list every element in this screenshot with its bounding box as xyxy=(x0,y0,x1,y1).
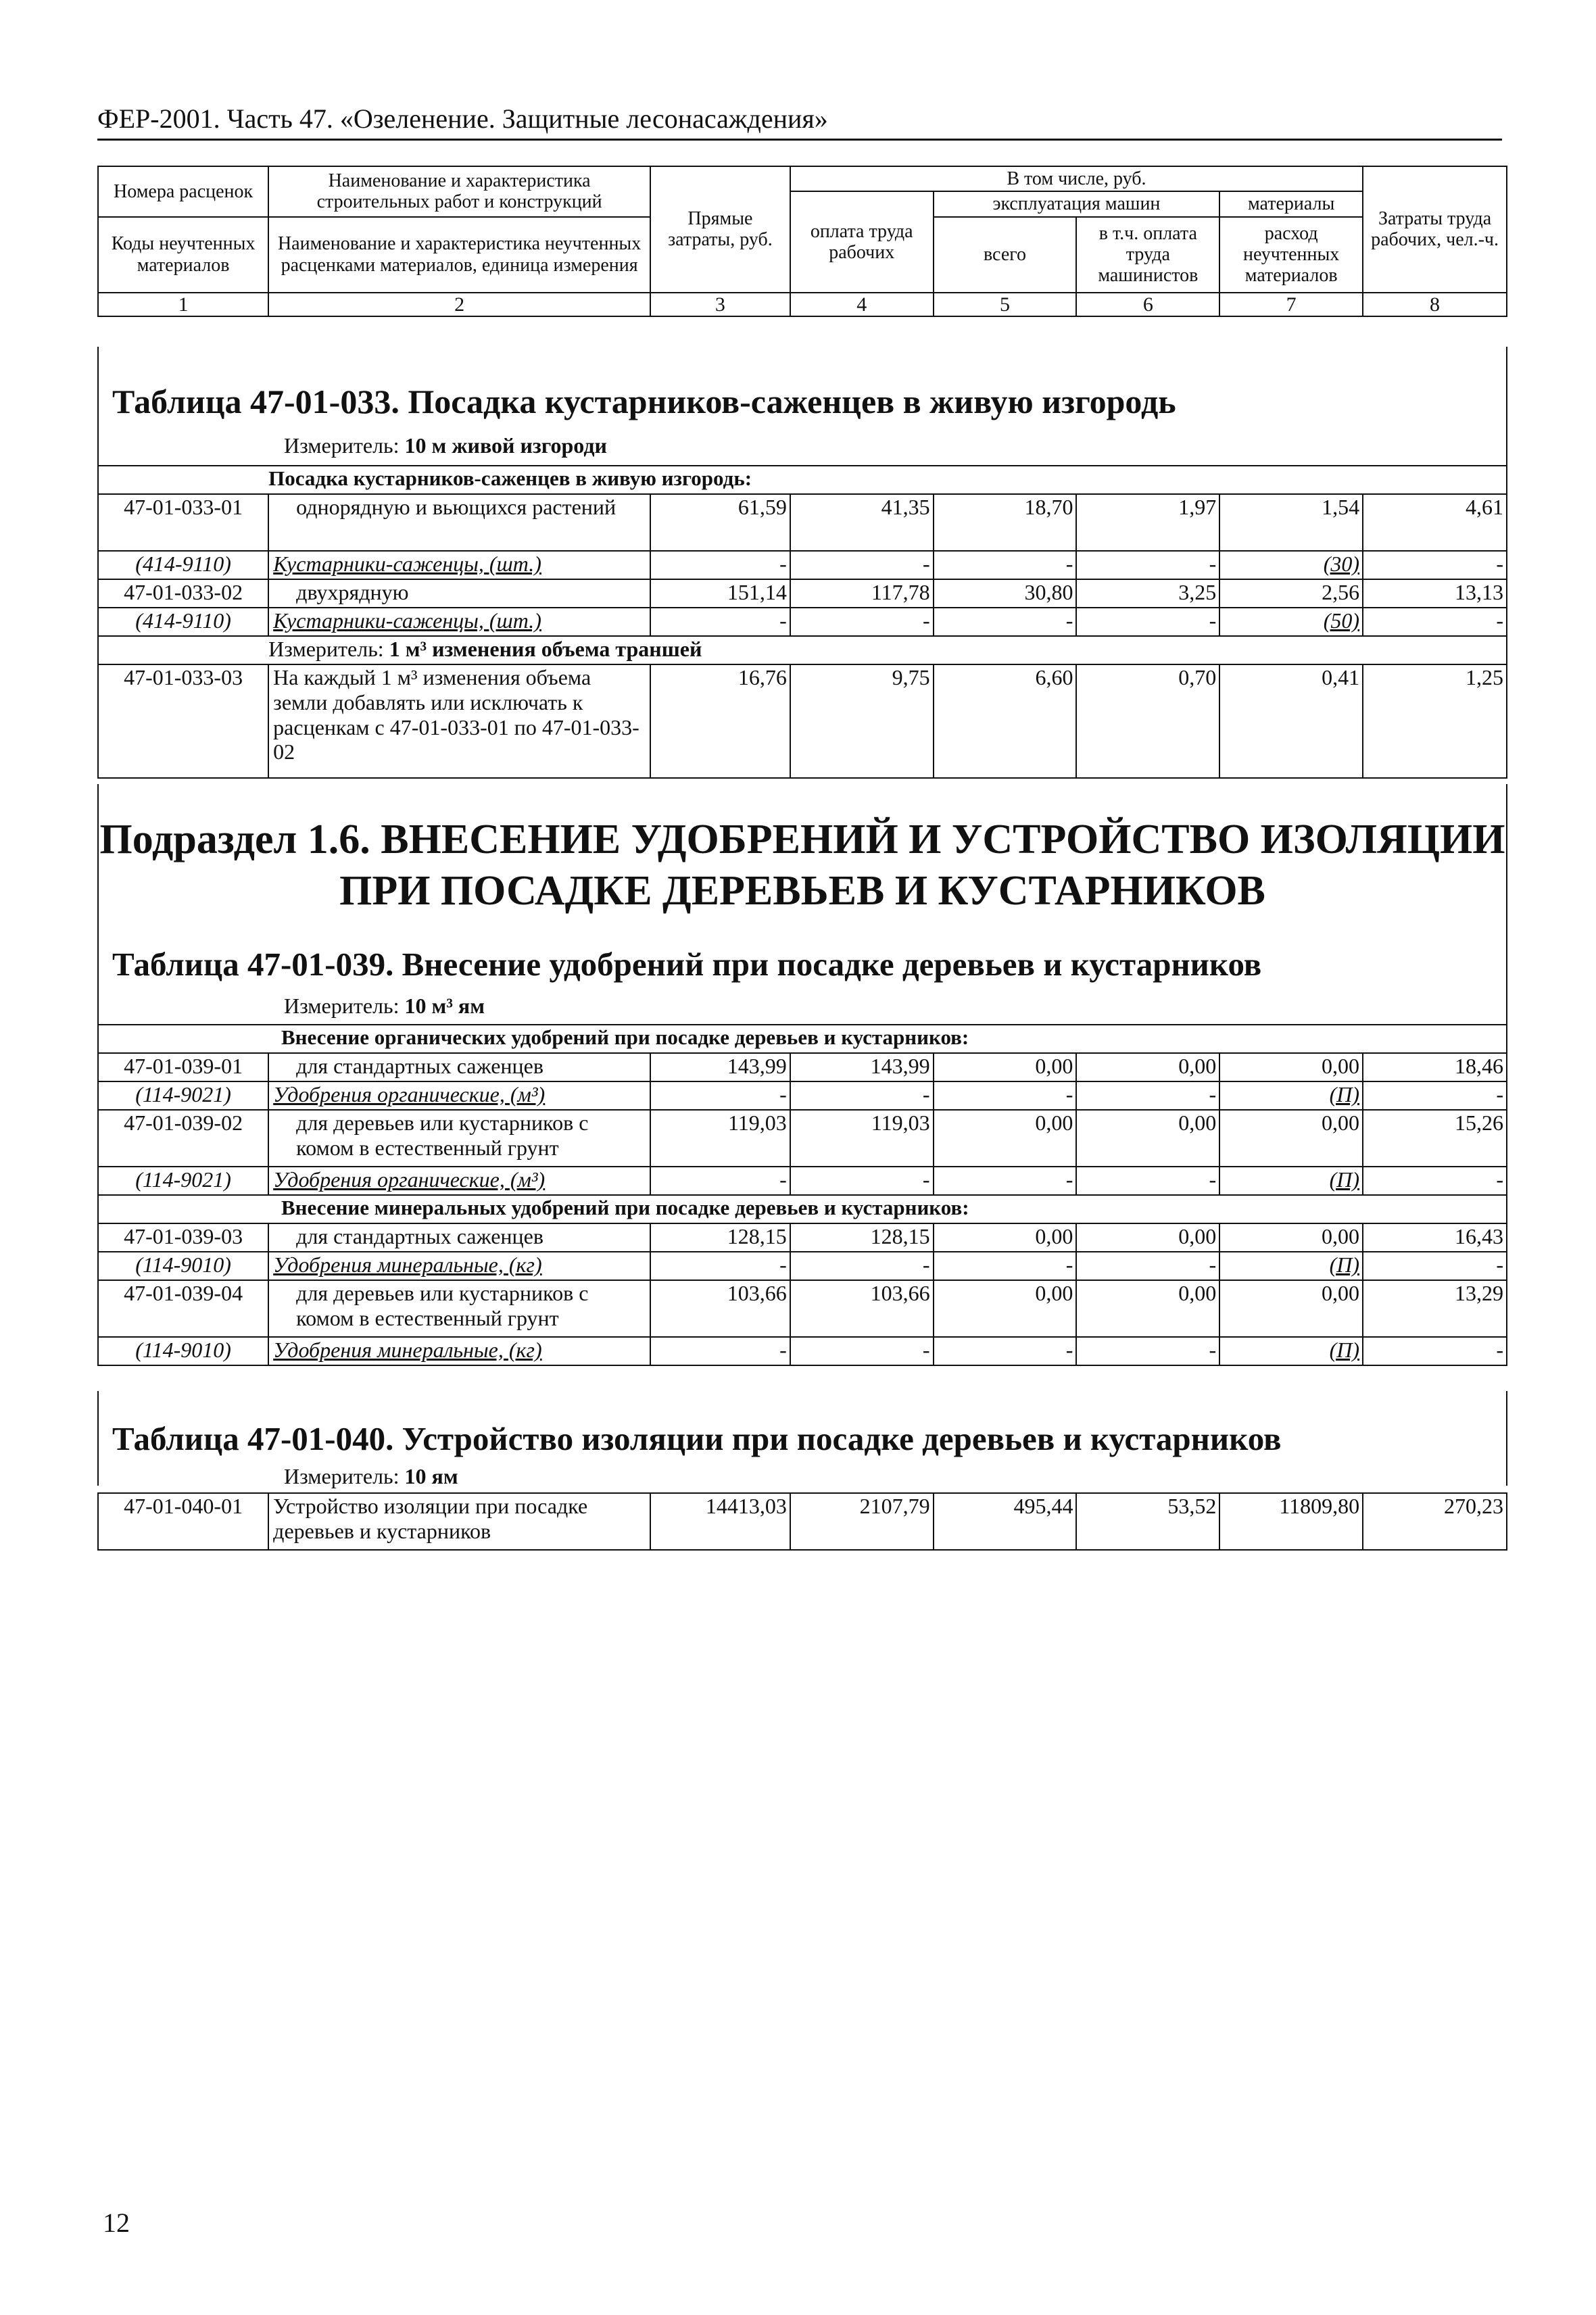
direct-costs: 61,59 xyxy=(650,494,790,551)
material-code: (414-9110) xyxy=(98,551,268,579)
labor-cost: 4,61 xyxy=(1363,494,1507,551)
material-name: Кустарники-саженцы, (шт.) xyxy=(268,608,650,636)
material-name: Удобрения органические, (м³) xyxy=(268,1081,650,1110)
table3-title: Таблица 47-01-040. Устройство изоляции при посадке деревьев и кустарников xyxy=(112,1420,1282,1457)
table1 xyxy=(97,465,1507,779)
materials: 1,54 xyxy=(1219,494,1363,551)
material-value: - xyxy=(1363,551,1507,579)
running-header: ФЕР-2001. Часть 47. «Озеленение. Защитные лесонасаждения» xyxy=(97,103,828,134)
column-header-table xyxy=(97,166,1507,317)
direct-costs: 128,15 xyxy=(650,1223,790,1252)
table2-group-organic: Внесение органических удобрений при посадке деревьев и кустарников: xyxy=(98,1025,1507,1053)
col-number: 2 xyxy=(268,293,650,317)
rate-code: 47-01-033-01 xyxy=(98,494,268,551)
meter-value: 10 ям xyxy=(404,1464,458,1488)
table1-group: Посадка кустарников-саженцев в живую изгородь: xyxy=(268,466,1507,494)
direct-costs: 151,14 xyxy=(650,579,790,608)
material-value: - xyxy=(934,1167,1077,1195)
header-machines: эксплуатация машин xyxy=(934,191,1220,216)
materials: 0,00 xyxy=(1219,1053,1363,1081)
material-value: - xyxy=(790,1337,934,1365)
meter-label: Измеритель: xyxy=(284,433,400,458)
direct-costs: 14413,03 xyxy=(650,1493,790,1550)
materials: 0,00 xyxy=(1219,1223,1363,1252)
material-value: - xyxy=(650,608,790,636)
header-rate-numbers: Номера расценок xyxy=(98,166,268,217)
rate-name: для стандартных саженцев xyxy=(268,1053,650,1081)
direct-costs: 143,99 xyxy=(650,1053,790,1081)
header-material-consumption: расход неучтенных материалов xyxy=(1219,217,1363,293)
material-value: - xyxy=(650,1081,790,1110)
rate-name: для стандартных саженцев xyxy=(268,1223,650,1252)
col-number: 6 xyxy=(1076,293,1219,317)
header-machinist-pay: в т.ч. оплата труда машинистов xyxy=(1076,217,1219,293)
material-value: - xyxy=(934,1081,1077,1110)
table1-meter xyxy=(284,433,607,458)
material-code: (114-9021) xyxy=(98,1167,268,1195)
header-labor-pay: оплата труда рабочих xyxy=(790,191,934,292)
header-material-names: Наименование и характеристика неучтенных расценками материалов, единица измерения xyxy=(268,217,650,293)
direct-costs: 103,66 xyxy=(650,1280,790,1337)
col-number: 3 xyxy=(650,293,790,317)
table1-meter2 xyxy=(268,636,1507,664)
material-value: - xyxy=(1363,1081,1507,1110)
material-code: (414-9110) xyxy=(98,608,268,636)
machinist-pay: 3,25 xyxy=(1076,579,1219,608)
material-value: - xyxy=(790,608,934,636)
rate-code: 47-01-039-01 xyxy=(98,1053,268,1081)
machinist-pay: 0,70 xyxy=(1076,664,1219,778)
rate-code: 47-01-039-04 xyxy=(98,1280,268,1337)
machines-total: 495,44 xyxy=(934,1493,1077,1550)
machinist-pay: 0,00 xyxy=(1076,1280,1219,1337)
material-value: - xyxy=(790,1167,934,1195)
material-value: - xyxy=(790,1081,934,1110)
meter-value: 1 м³ изменения объема траншей xyxy=(389,637,702,661)
material-value: - xyxy=(1076,1337,1219,1365)
meter-label: Измеритель: xyxy=(284,994,400,1018)
labor-cost: 13,13 xyxy=(1363,579,1507,608)
materials: 2,56 xyxy=(1219,579,1363,608)
labor-cost: 18,46 xyxy=(1363,1053,1507,1081)
materials: 11809,80 xyxy=(1219,1493,1363,1550)
header-including: В том числе, руб. xyxy=(790,166,1363,191)
labor-cost: 13,29 xyxy=(1363,1280,1507,1337)
material-name: Удобрения минеральные, (кг) xyxy=(268,1252,650,1280)
header-materials: материалы xyxy=(1219,191,1363,216)
machines-total: 0,00 xyxy=(934,1280,1077,1337)
material-name: Удобрения минеральные, (кг) xyxy=(268,1337,650,1365)
material-name: Кустарники-саженцы, (шт.) xyxy=(268,551,650,579)
page-number: 12 xyxy=(103,2208,130,2238)
material-code: (114-9010) xyxy=(98,1337,268,1365)
material-value: - xyxy=(934,551,1077,579)
machinist-pay: 53,52 xyxy=(1076,1493,1219,1550)
col-number: 5 xyxy=(934,293,1077,317)
material-value: - xyxy=(1076,1081,1219,1110)
labor-pay: 9,75 xyxy=(790,664,934,778)
material-value: - xyxy=(934,1337,1077,1365)
meter-label: Измеритель: xyxy=(268,637,384,661)
material-value: - xyxy=(790,551,934,579)
rate-name: однорядную и вьющихся растений xyxy=(268,494,650,551)
meter-value: 10 м³ ям xyxy=(404,994,485,1018)
labor-cost: 15,26 xyxy=(1363,1110,1507,1167)
table2 xyxy=(97,1024,1507,1366)
material-consumption: (30) xyxy=(1219,551,1363,579)
labor-pay: 2107,79 xyxy=(790,1493,934,1550)
material-code: (114-9010) xyxy=(98,1252,268,1280)
material-consumption: (П) xyxy=(1219,1167,1363,1195)
material-value: - xyxy=(1076,608,1219,636)
header-work-name: Наименование и характеристика строительных работ и конструкций xyxy=(268,166,650,217)
col-number: 1 xyxy=(98,293,268,317)
labor-cost: 1,25 xyxy=(1363,664,1507,778)
material-consumption: (П) xyxy=(1219,1252,1363,1280)
header-labor-cost: Затраты труда рабочих, чел.-ч. xyxy=(1363,166,1507,293)
rate-code: 47-01-039-03 xyxy=(98,1223,268,1252)
direct-costs: 16,76 xyxy=(650,664,790,778)
material-value: - xyxy=(934,1252,1077,1280)
labor-pay: 128,15 xyxy=(790,1223,934,1252)
table3 xyxy=(97,1492,1507,1551)
materials: 0,00 xyxy=(1219,1110,1363,1167)
labor-pay: 117,78 xyxy=(790,579,934,608)
direct-costs: 119,03 xyxy=(650,1110,790,1167)
subsection-line: Подраздел 1.6. ВНЕСЕНИЕ УДОБРЕНИЙ И УСТРОЙСТВО ИЗОЛЯЦИИ xyxy=(99,817,1505,862)
labor-pay: 119,03 xyxy=(790,1110,934,1167)
material-value: - xyxy=(1363,608,1507,636)
table3-meter xyxy=(284,1464,458,1489)
col-number: 7 xyxy=(1219,293,1363,317)
material-consumption: (50) xyxy=(1219,608,1363,636)
rate-name: для деревьев или кустарников с комом в естественный грунт xyxy=(268,1280,650,1337)
subsection-heading xyxy=(97,814,1507,917)
header-material-codes: Коды неучтенных материалов xyxy=(98,217,268,293)
subsection-line: ПРИ ПОСАДКЕ ДЕРЕВЬЕВ И КУСТАРНИКОВ xyxy=(339,867,1265,914)
labor-cost: 270,23 xyxy=(1363,1493,1507,1550)
machinist-pay: 0,00 xyxy=(1076,1110,1219,1167)
machines-total: 6,60 xyxy=(934,664,1077,778)
material-value: - xyxy=(650,1167,790,1195)
materials: 0,41 xyxy=(1219,664,1363,778)
meter-value: 10 м живой изгороди xyxy=(404,433,607,458)
machinist-pay: 1,97 xyxy=(1076,494,1219,551)
material-value: - xyxy=(1076,1252,1219,1280)
material-value: - xyxy=(790,1252,934,1280)
header-rule xyxy=(97,139,1502,141)
material-consumption: (П) xyxy=(1219,1337,1363,1365)
table1-title: Таблица 47-01-033. Посадка кустарников-саженцев в живую изгородь xyxy=(112,383,1176,420)
machines-total: 18,70 xyxy=(934,494,1077,551)
machines-total: 0,00 xyxy=(934,1053,1077,1081)
col-number: 8 xyxy=(1363,293,1507,317)
material-value: - xyxy=(1363,1252,1507,1280)
rate-code: 47-01-033-02 xyxy=(98,579,268,608)
labor-cost: 16,43 xyxy=(1363,1223,1507,1252)
table2-group-mineral: Внесение минеральных удобрений при посадке деревьев и кустарников: xyxy=(98,1195,1507,1223)
machinist-pay: 0,00 xyxy=(1076,1223,1219,1252)
material-consumption: (П) xyxy=(1219,1081,1363,1110)
material-value: - xyxy=(1076,1167,1219,1195)
labor-pay: 143,99 xyxy=(790,1053,934,1081)
table2-meter xyxy=(284,994,485,1019)
material-value: - xyxy=(650,1252,790,1280)
rate-code: 47-01-039-02 xyxy=(98,1110,268,1167)
meter-label: Измеритель: xyxy=(284,1464,400,1488)
labor-pay: 41,35 xyxy=(790,494,934,551)
machinist-pay: 0,00 xyxy=(1076,1053,1219,1081)
rate-name: На каждый 1 м³ изменения объема земли добавлять или исключать к расценкам с 47-01-033-01 по 47-01-033-02 xyxy=(268,664,650,778)
rate-name: Устройство изоляции при посадке деревьев и кустарников xyxy=(268,1493,650,1550)
labor-pay: 103,66 xyxy=(790,1280,934,1337)
header-direct-costs: Прямые затраты, руб. xyxy=(650,166,790,293)
materials: 0,00 xyxy=(1219,1280,1363,1337)
material-value: - xyxy=(934,608,1077,636)
rate-name: двухрядную xyxy=(268,579,650,608)
machines-total: 0,00 xyxy=(934,1223,1077,1252)
rate-code: 47-01-033-03 xyxy=(98,664,268,778)
material-value: - xyxy=(1363,1167,1507,1195)
header-machines-total: всего xyxy=(934,217,1077,293)
material-name: Удобрения органические, (м³) xyxy=(268,1167,650,1195)
material-value: - xyxy=(1076,551,1219,579)
material-value: - xyxy=(650,551,790,579)
col-number: 4 xyxy=(790,293,934,317)
material-value: - xyxy=(650,1337,790,1365)
material-value: - xyxy=(1363,1337,1507,1365)
machines-total: 0,00 xyxy=(934,1110,1077,1167)
rate-code: 47-01-040-01 xyxy=(98,1493,268,1550)
table2-title: Таблица 47-01-039. Внесение удобрений при посадке деревьев и кустарников xyxy=(112,946,1262,983)
rate-name: для деревьев или кустарников с комом в естественный грунт xyxy=(268,1110,650,1167)
machines-total: 30,80 xyxy=(934,579,1077,608)
material-code: (114-9021) xyxy=(98,1081,268,1110)
